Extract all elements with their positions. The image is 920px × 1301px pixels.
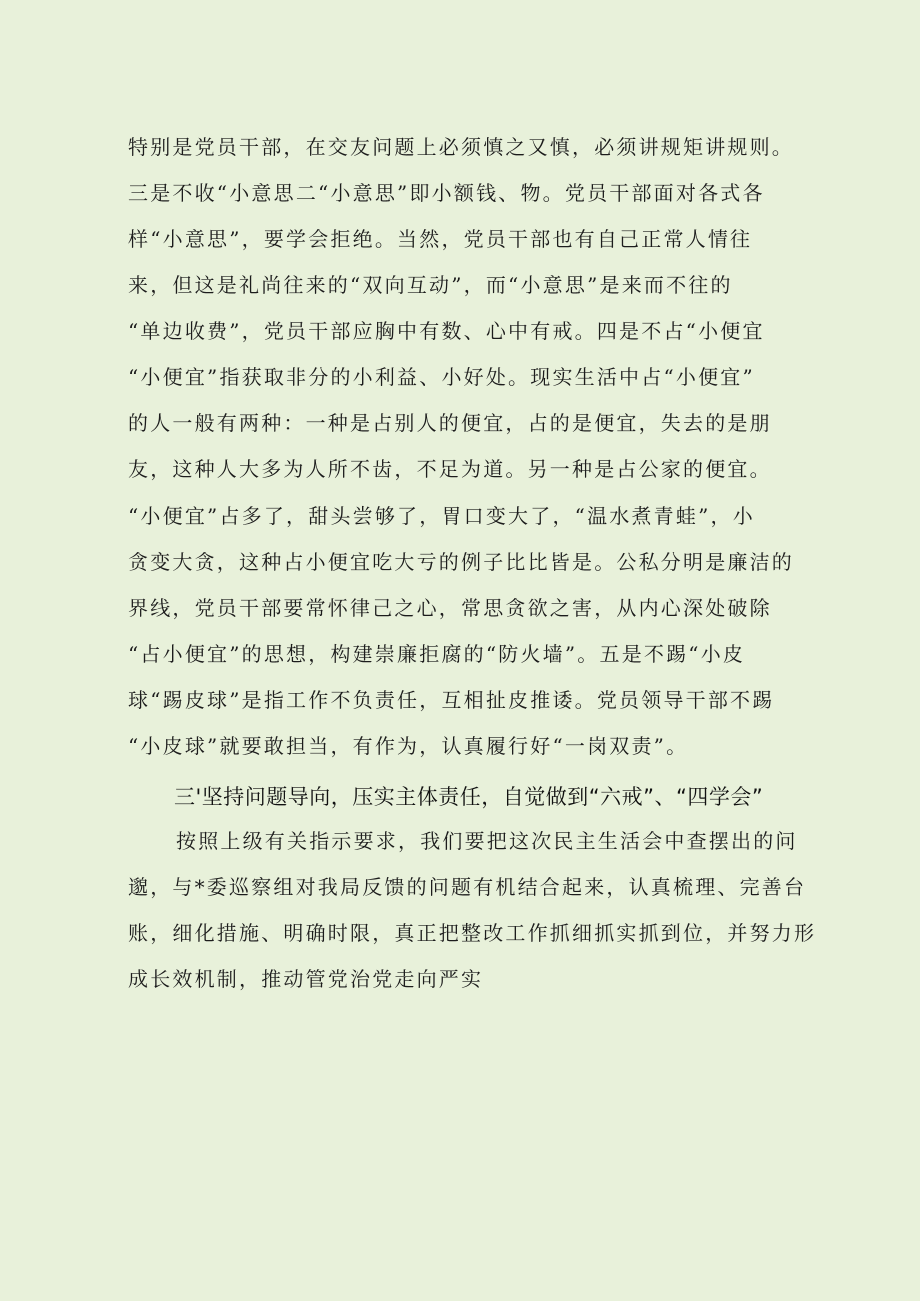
paragraph-line: 账，细化措施、明确时限，真正把整改工作抓细抓实抓到位，并努力形 [128,921,817,945]
paragraph-line: 来，但这是礼尚往来的“双向互动”，而“小意思”是来而不往的 [128,273,733,297]
paragraph-line: 三是不收“小意思二“小意思”即小额钱、物。党员干部面对各式各 [128,181,765,205]
section-heading: 三'坚持问题导向，压实主体责任，自觉做到“六戒”、“四学会” [174,785,764,809]
paragraph-line: “小便宜”占多了，甜头尝够了，胃口变大了，“温水煮青蛙”，小 [128,504,755,528]
paragraph-line: 友，这种人大多为人所不齿，不足为道。另一种是占公家的便宜。 [128,457,772,481]
paragraph-line: 按照上级有关指示要求，我们要把这次民主生活会中查摆出的问 [176,829,798,853]
paragraph-line: 贪变大贪，这种占小便宜吃大亏的例子比比皆是。公私分明是廉洁的 [128,550,794,574]
paragraph-line: 球“踢皮球”是指工作不负责任，互相扯皮推诿。党员领导干部不踢 [128,688,775,712]
paragraph-line: 的人一般有两种：一种是占别人的便宜，占的是便宜，失去的是朋 [128,411,772,435]
paragraph-line: “单边收费”，党员干部应胸中有数、心中有戒。四是不占“小便宜 [128,319,765,343]
paragraph-line: 界线，党员干部要常怀律己之心，常思贪欲之害，从内心深处破除 [128,596,772,620]
paragraph-line: “小皮球”就要敢担当，有作为，认真履行好“一岗双责”。 [128,734,689,758]
paragraph-line: “占小便宜”的思想，构建崇廉拒腐的“防火墙”。五是不踢“小皮 [128,642,746,666]
paragraph-line: 特别是党员干部，在交友问题上必须慎之又慎，必须讲规矩讲规则。 [128,135,794,159]
paragraph-line: “小便宜”指获取非分的小利益、小好处。现实生活中占“小便宜” [128,365,755,389]
paragraph-line: 样“小意思”，要学会拒绝。当然，党员干部也有自己正常人情往 [128,227,753,251]
paragraph-line: 邈，与*委巡察组对我局反馈的问题有机结合起来，认真梳理、完善台 [128,875,807,899]
paragraph-line: 成长效机制，推动管党治党走向严实 [128,967,484,991]
